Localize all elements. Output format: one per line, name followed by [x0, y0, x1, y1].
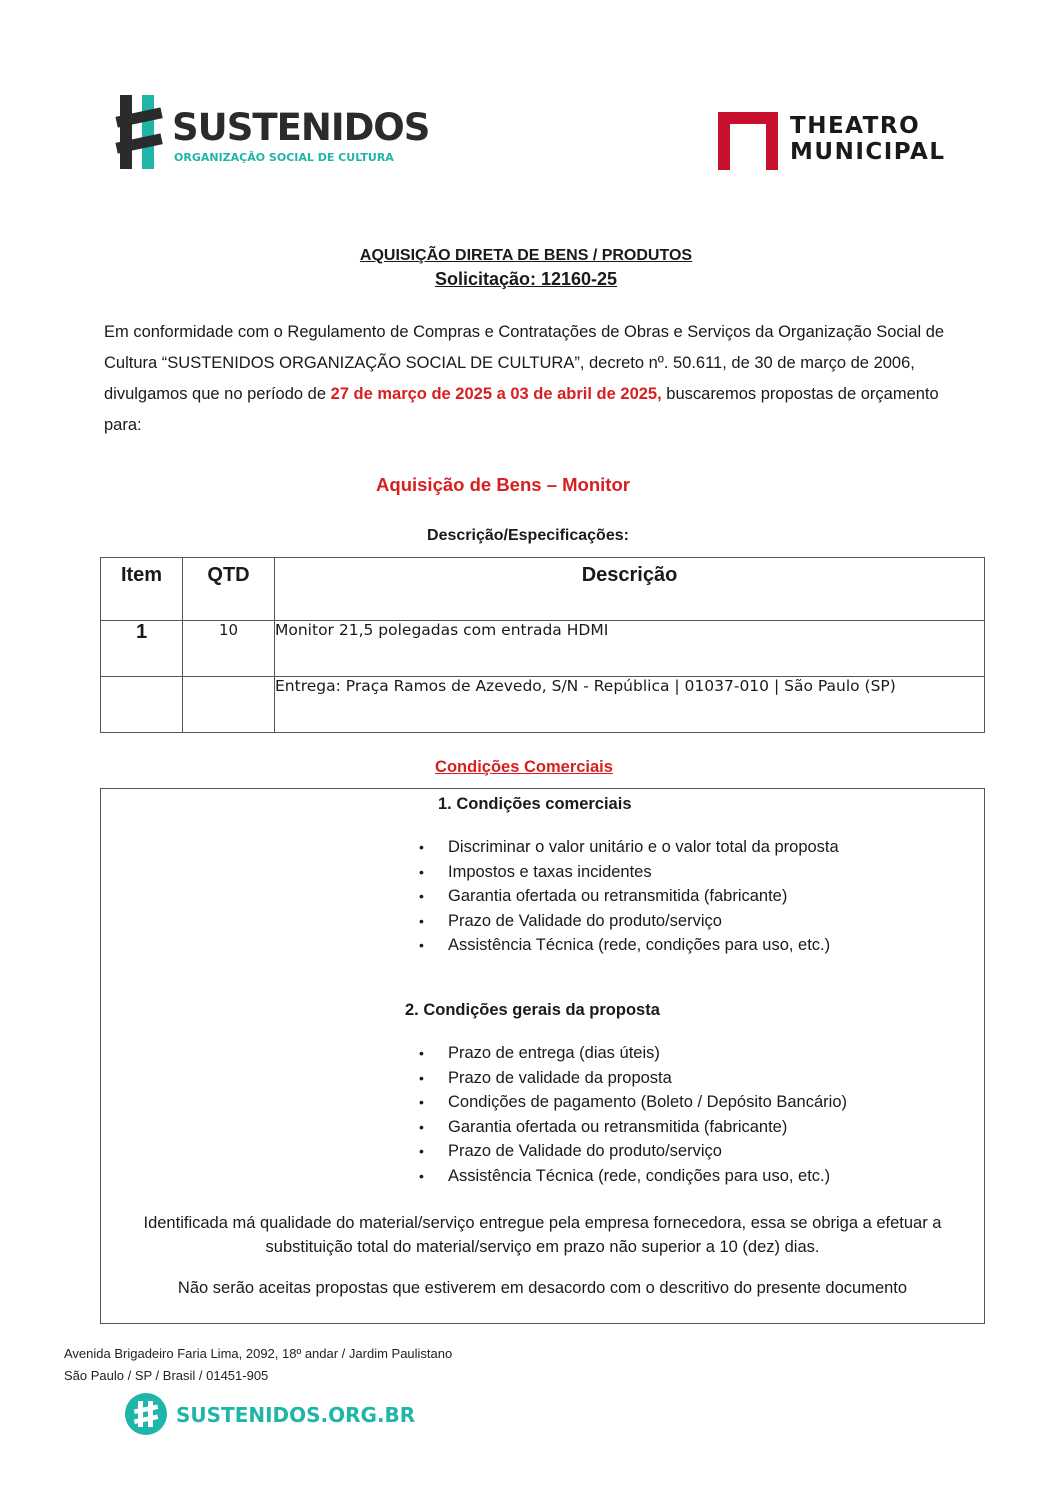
items-table	[100, 557, 985, 733]
address-line-2: São Paulo / SP / Brasil / 01451-905	[64, 1368, 269, 1383]
sustenidos-wordmark: SUSTENIDOS	[172, 106, 430, 149]
header-description: Descrição	[275, 558, 985, 621]
theatro-municipal-logo	[716, 108, 956, 174]
table-header-row	[101, 558, 985, 621]
intro-paragraph	[104, 317, 954, 441]
theatro-arch-icon	[716, 108, 780, 172]
footer-website-logo	[124, 1392, 416, 1436]
header-qtd: QTD	[183, 558, 275, 621]
quality-note: Identificada má qualidade do material/serviço entregue pela empresa fornecedora, essa se obriga a efetuar a substituição total do material/serviço em prazo não superior a 10 (dez) dias.	[143, 1214, 942, 1256]
list-item: • Garantia ofertada ou retransmitida (fabricante)	[419, 884, 839, 909]
list-item: • Assistência Técnica (rede, condições para uso, etc.)	[419, 933, 839, 958]
header-item: Item	[101, 558, 183, 621]
row-qtd: 10	[183, 621, 275, 677]
footer-hash-icon	[125, 1393, 167, 1435]
request-number: Solicitação: 12160-25	[434, 269, 618, 289]
list-item: • Impostos e taxas incidentes	[419, 860, 839, 885]
sustenidos-tagline: ORGANIZAÇÃO SOCIAL DE CULTURA	[174, 151, 394, 164]
list-item: • Condições de pagamento (Boleto / Depósito Bancário)	[419, 1090, 847, 1115]
website-badge	[124, 1392, 416, 1436]
row-qtd	[183, 677, 275, 733]
list-item: • Prazo de entrega (dias úteis)	[419, 1041, 847, 1066]
theatro-line1: THEATRO	[790, 113, 921, 139]
rejection-note: Não serão aceitas propostas que estiverem em desacordo com o descritivo do presente documento	[177, 1279, 908, 1297]
footer-address	[64, 1343, 452, 1387]
document-title: AQUISIÇÃO DIRETA DE BENS / PRODUTOS	[359, 247, 693, 264]
intro-text-start: Em conformidade com o Regulamento de Compras e Contratações de Obras e Serviços da Organização Social de Cultura “SUSTENIDOS ORGANIZAÇÃO SOCIAL DE CULTURA”, decreto nº. 50.611, de 30 de março de 2006, divulgamos que no período de	[104, 323, 945, 403]
theatro-line2: MUNICIPAL	[790, 139, 946, 165]
conditions-list-1	[419, 835, 839, 958]
list-item: • Discriminar o valor unitário e o valor total da proposta	[419, 835, 839, 860]
list-item: • Prazo de Validade do produto/serviço	[419, 909, 839, 934]
row-item	[101, 677, 183, 733]
list-item: • Garantia ofertada ou retransmitida (fabricante)	[419, 1115, 847, 1140]
conditions-section2-title: 2. Condições gerais da proposta	[405, 1001, 660, 1019]
sustenidos-hash-icon	[116, 92, 430, 172]
website-url: SUSTENIDOS.ORG.BR	[176, 1403, 416, 1427]
conditions-section1-title: 1. Condições comerciais	[438, 795, 632, 813]
list-item: • Prazo de Validade do produto/serviço	[419, 1139, 847, 1164]
commercial-conditions-label: Condições Comerciais	[435, 758, 613, 776]
row-description: Entrega: Praça Ramos de Azevedo, S/N - República | 01037-010 | São Paulo (SP)	[275, 677, 985, 733]
row-description: Monitor 21,5 polegadas com entrada HDMI	[275, 621, 985, 677]
intro-period-highlight: 27 de março de 2025 a 03 de abril de 2025,	[330, 385, 662, 403]
row-item: 1	[101, 621, 183, 677]
section-title: Aquisição de Bens – Monitor	[376, 474, 630, 495]
sustenidos-logo	[116, 92, 430, 172]
description-label: Descrição/Especificações:	[427, 527, 629, 544]
table-row	[101, 677, 985, 733]
conditions-list-2	[419, 1041, 847, 1189]
list-item: • Assistência Técnica (rede, condições para uso, etc.)	[419, 1164, 847, 1189]
table-row	[101, 621, 985, 677]
address-line-1: Avenida Brigadeiro Faria Lima, 2092, 18º andar / Jardim Paulistano	[64, 1346, 453, 1361]
conditions-box	[100, 788, 985, 1324]
list-item: • Prazo de validade da proposta	[419, 1066, 847, 1091]
intro-text-end: buscaremos propostas de orçamento para:	[104, 385, 939, 434]
